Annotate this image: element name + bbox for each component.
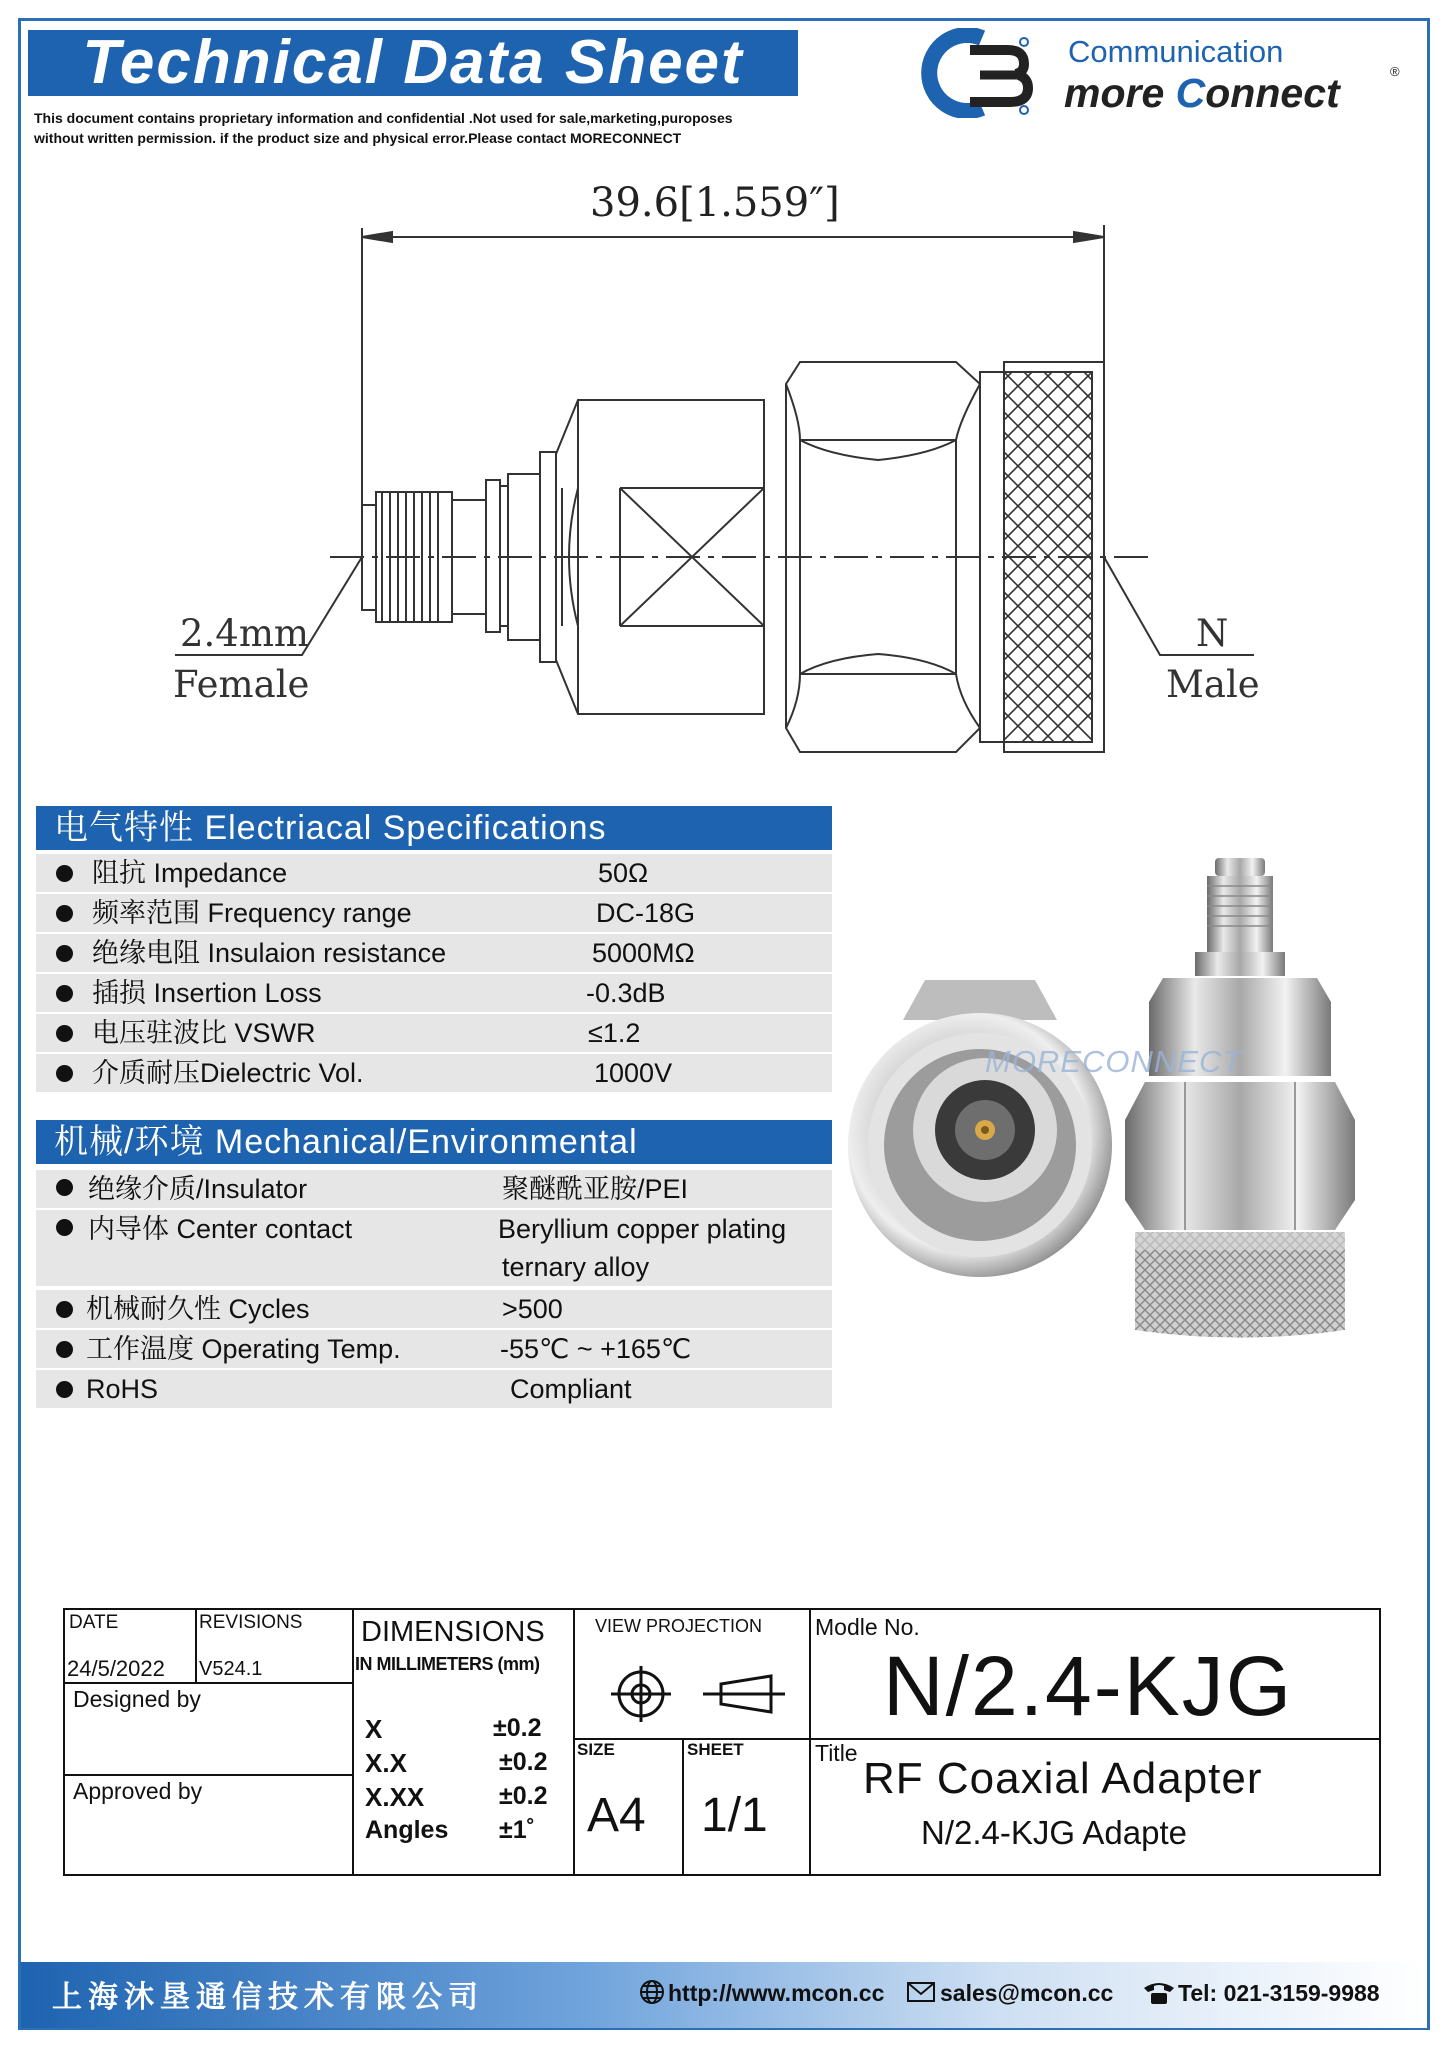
bullet-icon <box>56 1179 73 1196</box>
spec-value: 5000MΩ <box>592 938 695 968</box>
right-end-size: N <box>1196 612 1229 655</box>
right-end-gender: Male <box>1166 663 1260 706</box>
bullet-icon <box>56 865 73 882</box>
sheet-label: SHEET <box>687 1740 744 1759</box>
spec-row-dielectric <box>36 1054 832 1092</box>
bullet-icon <box>56 905 73 922</box>
view-projection-label: VIEW PROJECTION <box>595 1616 763 1636</box>
spec-row-rohs <box>36 1370 832 1408</box>
bullet-icon <box>56 1341 73 1358</box>
heading-accent <box>826 806 832 850</box>
approved-by-label: Approved by <box>73 1778 203 1804</box>
spec-row-insertion-loss <box>36 974 832 1012</box>
company-name: 上海沐垦通信技术有限公司 <box>52 1980 484 2015</box>
spec-row-frequency <box>36 894 832 932</box>
spec-label: 绝缘电阻 Insulaion resistance <box>92 938 447 968</box>
spec-row-vswr <box>36 1014 832 1052</box>
tolerance-key: Angles <box>365 1816 449 1844</box>
revisions-value: V524.1 <box>199 1658 263 1680</box>
dimensions-label: DIMENSIONS <box>361 1616 545 1648</box>
spec-label: 机械耐久性 Cycles <box>86 1294 310 1324</box>
spec-label: 插损 Insertion Loss <box>92 978 322 1008</box>
tolerance-key: X.X <box>365 1748 407 1778</box>
spec-label: 绝缘介质/Insulator <box>88 1174 308 1204</box>
spec-label: 阻抗 Impedance <box>92 858 288 888</box>
spec-label: 电压驻波比 VSWR <box>92 1018 316 1048</box>
spec-value: 50Ω <box>598 858 649 888</box>
size-label: SIZE <box>577 1740 615 1759</box>
mechanical-heading: 机械/环境 Mechanical/Environmental <box>36 1120 832 1164</box>
bullet-icon <box>56 1025 73 1042</box>
spec-label: 内导体 Center contact <box>88 1214 353 1244</box>
tolerance-value: ±1˚ <box>499 1816 535 1844</box>
divider <box>573 1610 575 1874</box>
sheet-value: 1/1 <box>701 1789 768 1842</box>
bullet-icon <box>56 1301 73 1318</box>
spec-value: Beryllium copper plating <box>498 1214 787 1244</box>
bullet-icon <box>56 1219 73 1236</box>
date-label: DATE <box>69 1612 119 1633</box>
tolerance-value: ±0.2 <box>499 1782 548 1810</box>
spec-row-impedance <box>36 854 832 892</box>
left-end-gender: Female <box>173 663 310 706</box>
divider <box>195 1610 197 1682</box>
spec-row-cycles <box>36 1290 832 1328</box>
divider <box>352 1610 354 1874</box>
spec-label: RoHS <box>86 1374 159 1404</box>
overall-length-dimension: 39.6[1.559″] <box>590 180 840 226</box>
globe-icon <box>638 1978 666 2006</box>
document-title: Technical Data Sheet <box>28 30 798 96</box>
date-value: 24/5/2022 <box>67 1656 165 1681</box>
spec-value: >500 <box>502 1294 563 1324</box>
spec-label: 频率范围 Frequency range <box>92 898 412 928</box>
bullet-icon <box>56 945 73 962</box>
email-link[interactable]: sales@mcon.cc <box>940 1980 1114 2006</box>
title-block <box>63 1608 1381 1876</box>
phone-icon <box>1142 1978 1176 2006</box>
bullet-icon <box>56 1381 73 1398</box>
spec-row-insulator <box>36 1170 832 1208</box>
model-number: N/2.4-KJG <box>883 1639 1294 1733</box>
bullet-icon <box>56 1065 73 1082</box>
title-label: Title <box>815 1740 858 1766</box>
revisions-label: REVISIONS <box>199 1612 303 1633</box>
spec-label: 介质耐压Dielectric Vol. <box>92 1058 364 1088</box>
brand-tagline: Communication <box>1068 34 1284 69</box>
spec-label: 工作温度 Operating Temp. <box>86 1334 401 1364</box>
spec-value-continued: ternary alloy <box>502 1252 650 1282</box>
spec-value: Compliant <box>510 1374 632 1404</box>
projection-symbol-icon <box>593 1662 793 1726</box>
bullet-icon <box>56 985 73 1002</box>
watermark: MORECONNECT <box>985 1044 1243 1079</box>
spec-row-center-contact <box>36 1210 832 1286</box>
brand-name-c: C <box>1175 70 1206 116</box>
phone-number: Tel: 021-3159-9988 <box>1178 1980 1380 2006</box>
divider <box>682 1738 684 1874</box>
left-end-size: 2.4mm <box>180 612 310 655</box>
product-photo <box>845 830 1375 1350</box>
brand-name-rest: onnect <box>1205 70 1340 116</box>
spec-value: 1000V <box>594 1058 673 1088</box>
tolerance-value: ±0.2 <box>493 1714 542 1742</box>
model-label: Modle No. <box>815 1614 920 1640</box>
designed-by-label: Designed by <box>73 1686 201 1712</box>
dimensions-unit: IN MILLIMETERS (mm) <box>355 1654 540 1674</box>
notice-line-1: This document contains proprietary information and confidential .Not used for sale,marketing,puroposes <box>34 110 733 126</box>
spec-value: -0.3dB <box>586 978 666 1008</box>
spec-value: 聚醚酰亚胺/PEI <box>502 1174 689 1204</box>
brand-name-prefix: more <box>1064 70 1176 116</box>
tolerance-key: X <box>365 1714 383 1744</box>
divider <box>65 1682 352 1684</box>
subtitle-value: N/2.4-KJG Adapte <box>921 1814 1187 1851</box>
size-value: A4 <box>587 1789 646 1842</box>
website-link[interactable]: http://www.mcon.cc <box>668 1980 885 2006</box>
divider <box>65 1774 352 1776</box>
spec-row-operating-temp <box>36 1330 832 1368</box>
spec-value: -55℃ ~ +165℃ <box>500 1334 692 1364</box>
spec-value: DC-18G <box>596 898 696 928</box>
tolerance-key: X.XX <box>365 1782 425 1812</box>
email-icon <box>906 1980 936 2004</box>
registered-mark: ® <box>1390 64 1400 79</box>
notice-line-2: without written permission. if the product size and physical error.Please contact MORECONNECT <box>34 130 682 146</box>
title-value: RF Coaxial Adapter <box>863 1754 1263 1803</box>
tolerance-value: ±0.2 <box>499 1748 548 1776</box>
electrical-heading: 电气特性 Electriacal Specifications <box>36 806 832 850</box>
divider <box>809 1610 811 1874</box>
spec-value: ≤1.2 <box>588 1018 641 1048</box>
spec-row-insulation <box>36 934 832 972</box>
